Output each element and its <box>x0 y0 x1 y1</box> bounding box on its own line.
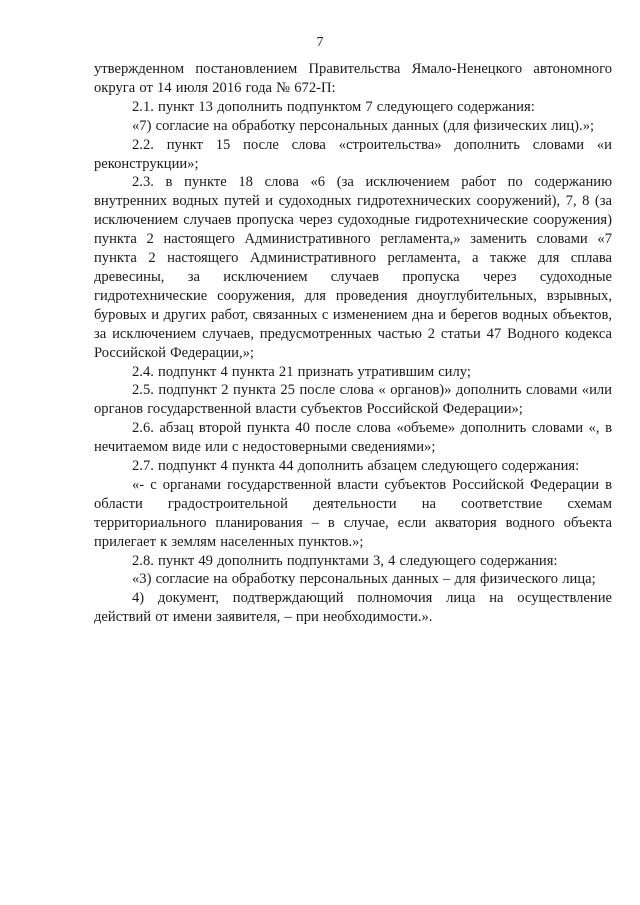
paragraph-2-4: 2.4. подпункт 4 пункта 21 признать утратившим силу; <box>132 363 471 380</box>
document-body <box>94 60 612 627</box>
paragraph-2-3: 2.3. в пункте 18 слова «6 (за исключением работ по содержанию внутренних водных путей и судоходных гидротехнических сооружений), 7, 8 (за исключением случаев пропуска через судоходные гидротехнические сооружения) пункта 2 настоящего Административного регламента,» заменить словами «7 пункта 2 настоящего Административного регламента, а также для сплава древесины, за исключением случаев пропуска через судоходные гидротехнические сооружения, для проведения дноуглубительных, взрывных, буровых и других работ, связанных с изменением дна и берегов водных объектов, за исключением случаев, предусмотренных частью 2 статьи 47 Водного кодекса Российской Федерации,»; <box>94 174 612 361</box>
paragraph-2-7-text: «- с органами государственной власти субъектов Российской Федерации в области градостроительной деятельности на соответствие схемам территориального планирования – в случае, если акватория водного объекта прилегает к землям населенных пунктов.»; <box>94 476 612 550</box>
paragraph-2-8-item-3: «3) согласие на обработку персональных данных – для физического лица; <box>132 571 596 588</box>
paragraph-2-8: 2.8. пункт 49 дополнить подпунктами 3, 4 следующего содержания: <box>132 552 558 569</box>
paragraph-2-8-item-4: 4) документ, подтверждающий полномочия лица на осуществление действий от имени заявителя, – при необходимости.». <box>94 590 612 626</box>
paragraph-2-5: 2.5. подпункт 2 пункта 25 после слова « органов)» дополнить словами «или органов государственной власти субъектов Российской Федерации»; <box>94 382 612 418</box>
paragraph-2-2: 2.2. пункт 15 после слова «строительства» дополнить словами «и реконструкции»; <box>94 136 612 172</box>
paragraph-2-6: 2.6. абзац второй пункта 40 после слова «объеме» дополнить словами «, в нечитаемом виде или с недостоверными сведениями»; <box>94 420 612 456</box>
paragraph-2-1: 2.1. пункт 13 дополнить подпунктом 7 следующего содержания: <box>132 98 535 115</box>
page-number: 7 <box>316 35 324 50</box>
paragraph-continuation: утвержденном постановлением Правительства Ямало-Ненецкого автономного округа от 14 июля 2016 года № 672-П: <box>94 61 612 96</box>
paragraph-2-1-item-7: «7) согласие на обработку персональных данных (для физических лиц).»; <box>132 117 595 134</box>
paragraph-2-7: 2.7. подпункт 4 пункта 44 дополнить абзацем следующего содержания: <box>132 458 580 475</box>
